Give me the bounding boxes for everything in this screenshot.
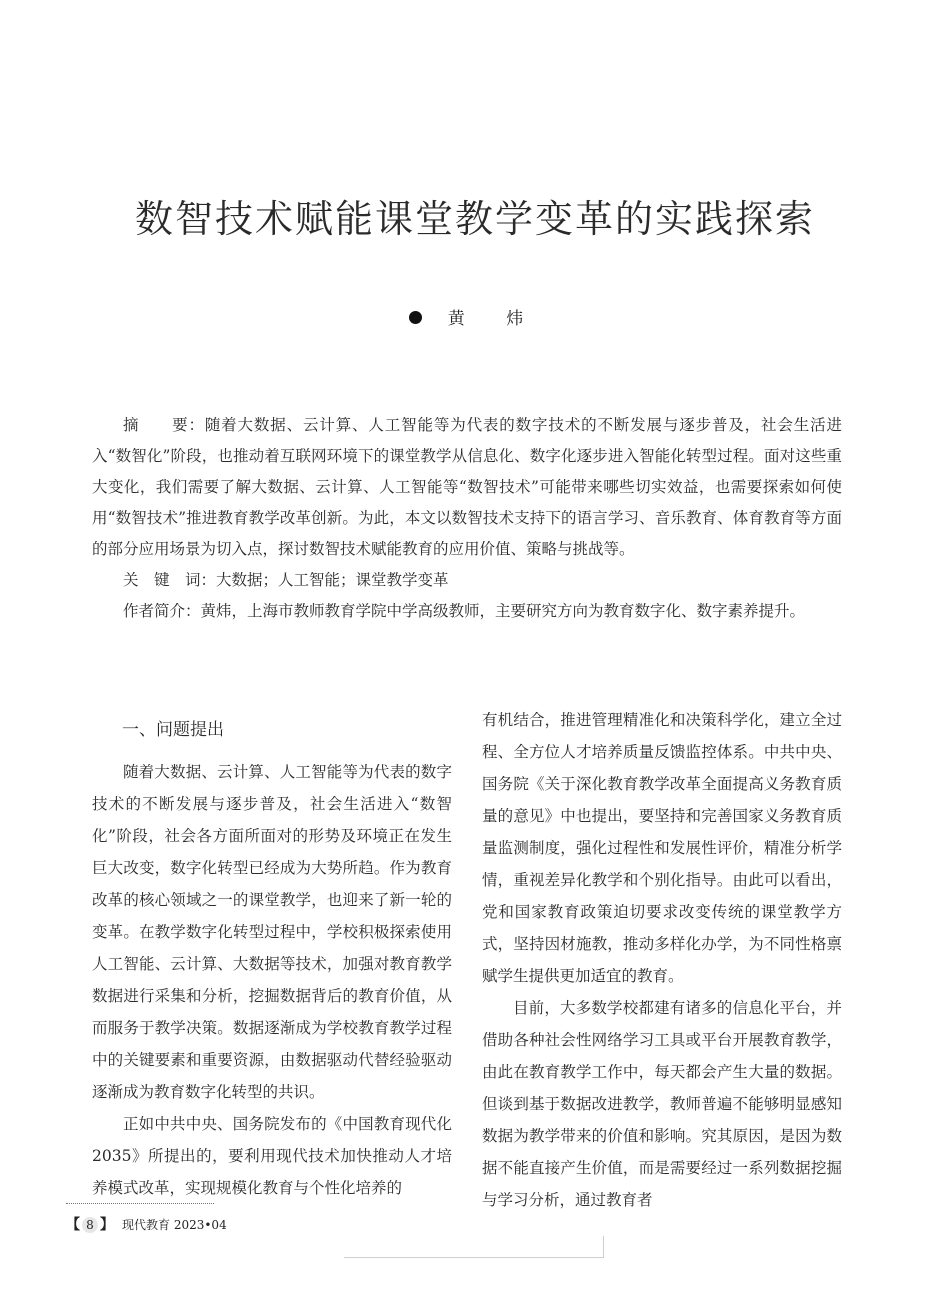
section-heading: 一、问题提出: [122, 720, 224, 740]
abstract-block: [92, 410, 842, 627]
bracket-left: 【: [66, 1217, 80, 1233]
page-footer: [66, 1214, 227, 1234]
left-column: [92, 714, 452, 1204]
body-paragraph: 有机结合，推进管理精准化和决策科学化，建立全过程、全方位人才培养质量反馈监控体系。中共中央、国务院《关于深化教育教学改革全面提高义务教育质量的意见》中也提出，要坚持和完善国家义务教育质量监测制度，强化过程性和发展性评价，精准分析学情，重视差异化教学和个别化指导。由此可以看出，党和国家教育政策迫切要求改变传统的课堂教学方式，坚持因材施教，推动多样化办学，为不同性格禀赋学生提供更加适宜的教育。: [482, 711, 842, 985]
author-name: 黄 炜: [447, 309, 542, 329]
crop-mark-tick: [603, 1236, 604, 1258]
author-line: [0, 304, 950, 329]
keywords-paragraph: [92, 565, 842, 596]
body-paragraph: 正如中共中央、国务院发布的《中国教育现代化 2035》所提出的，要利用现代技术加快推动人才培养模式改革，实现规模化教育与个性化培养的: [92, 1115, 452, 1197]
article-title: 数智技术赋能课堂教学变革的实践探索: [134, 197, 815, 241]
keywords-text: 大数据；人工智能；课堂教学变革: [216, 571, 449, 589]
footer-divider: [66, 1203, 214, 1204]
abstract-paragraph: [92, 410, 842, 565]
right-column: [482, 704, 842, 1216]
journal-issue: 现代教育 2023•04: [122, 1218, 227, 1232]
bio-text: 黄炜，上海市教师教育学院中学高级教师，主要研究方向为教育数字化、数字素养提升。: [200, 602, 806, 620]
abstract-text: 随着大数据、云计算、人工智能等为代表的数字技术的不断发展与逐步普及，社会生活进入“数智化”阶段，也推动着互联网环境下的课堂教学从信息化、数字化逐步进入智能化转型过程。面对这些重大变化，我们需要了解大数据、云计算、人工智能等“数智技术”可能带来哪些切实效益，也需要探索如何使用“数智技术”推进教育教学改革创新。为此，本文以数智技术支持下的语言学习、音乐教育、体育教育等方面的部分应用场景为切入点，探讨数智技术赋能教育的应用价值、策略与挑战等。: [92, 416, 842, 558]
bracket-right: 】: [100, 1217, 114, 1233]
body-paragraph: 随着大数据、云计算、人工智能等为代表的数字技术的不断发展与逐步普及，社会生活进入“数智化”阶段，社会各方面所面对的形势及环境正在发生巨大改变，数字化转型已经成为大势所趋。作为教育改革的核心领域之一的课堂教学，也迎来了新一轮的变革。在教学数字化转型过程中，学校积极探索使用人工智能、云计算、大数据等技术，加强对教育教学数据进行采集和分析，挖掘数据背后的教育价值，从而服务于教学决策。数据逐渐成为学校教育教学过程中的关键要素和重要资源，由数据驱动代替经验驱动逐渐成为教育数字化转型的共识。: [92, 763, 452, 1101]
bio-paragraph: [92, 596, 842, 627]
page-number: 8: [82, 1217, 98, 1233]
abstract-label: 摘 要：: [123, 416, 205, 434]
bullet-icon: [409, 311, 422, 324]
body-paragraph: 目前，大多数学校都建有诸多的信息化平台，并借助各种社会性网络学习工具或平台开展教育教学，由此在教育教学工作中，每天都会产生大量的数据。但谈到基于数据改进教学，教师普遍不能够明显感知数据为教学带来的价值和影响。究其原因，是因为数据不能直接产生价值，而是需要经过一系列数据挖掘与学习分析，通过教育者: [482, 999, 842, 1209]
bio-label: 作者简介：: [123, 602, 201, 620]
crop-mark-line: [344, 1257, 604, 1258]
keywords-label: 关 键 词：: [123, 571, 217, 589]
